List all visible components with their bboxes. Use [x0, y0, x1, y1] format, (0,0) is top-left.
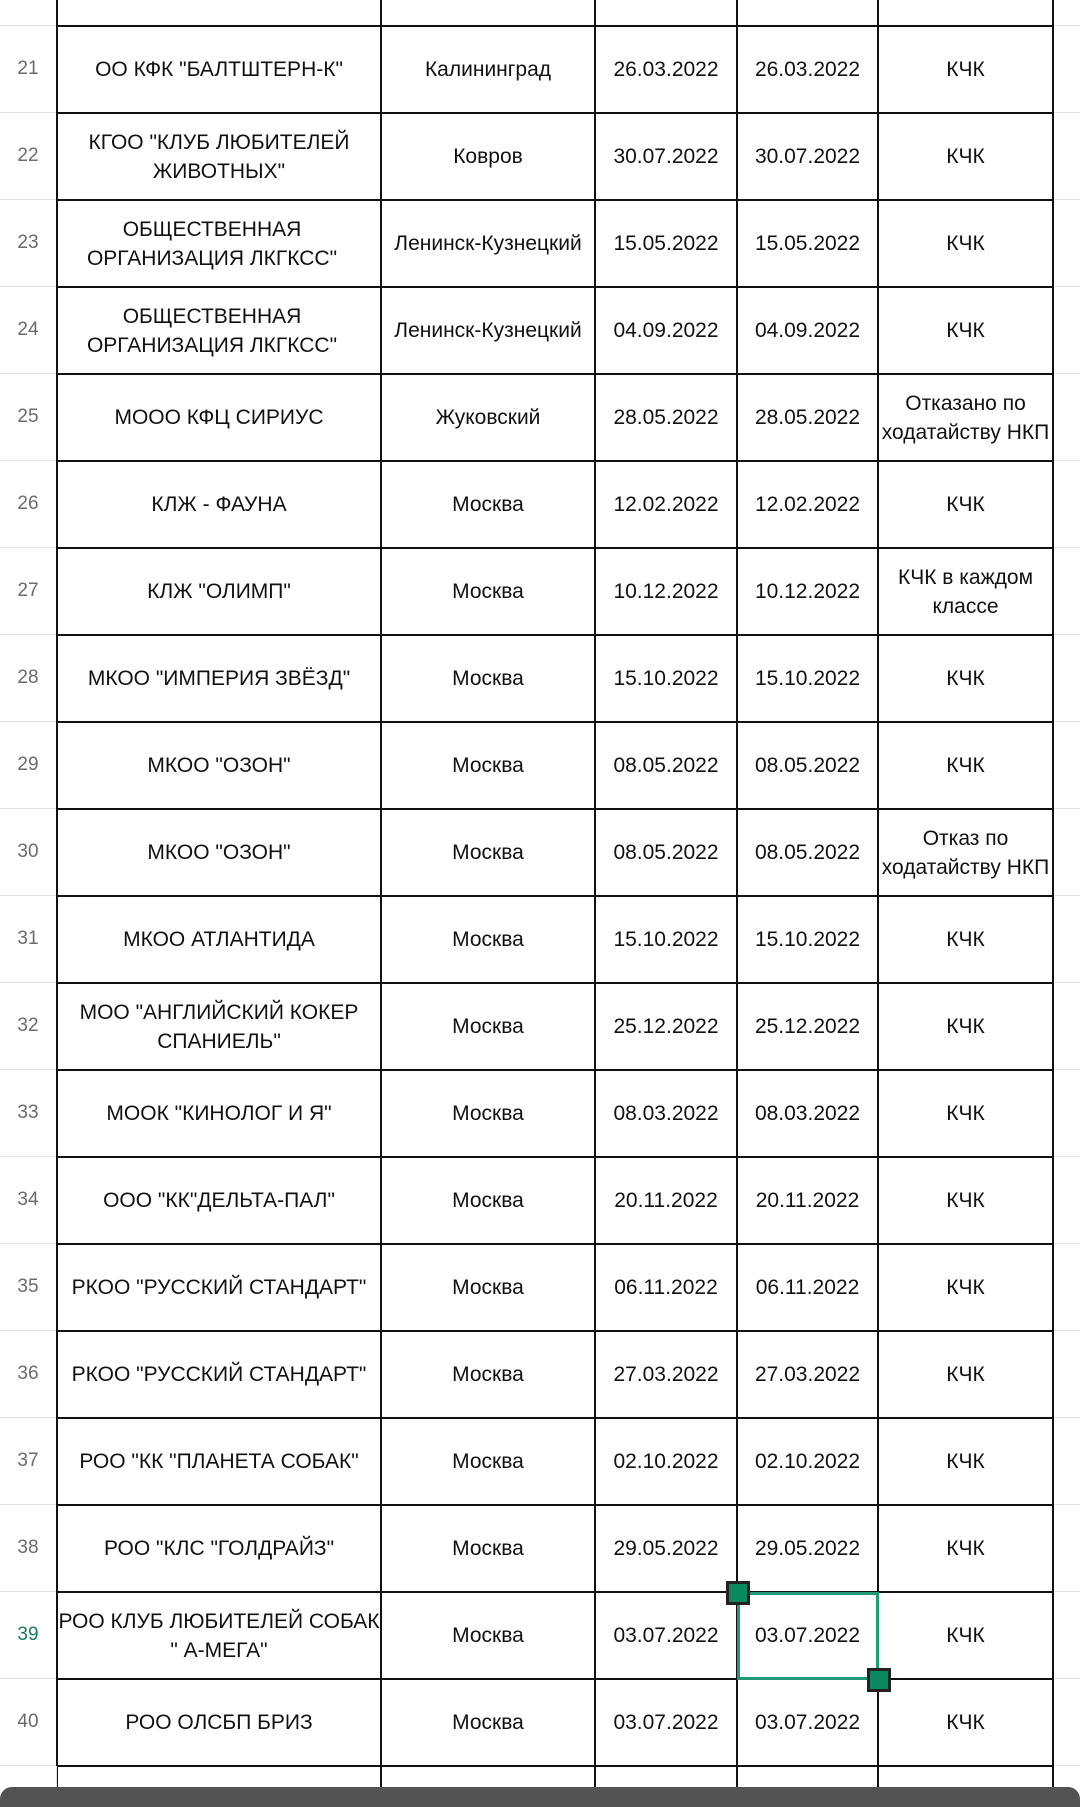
- end-date-cell-text: 15.10.2022: [754, 928, 861, 951]
- end-date-cell[interactable]: [737, 200, 878, 287]
- org-cell-text: МООК "КИНОЛОГ И Я": [106, 1102, 332, 1125]
- city-cell-text: Москва: [452, 667, 524, 690]
- row-header[interactable]: 37: [0, 1418, 57, 1505]
- org-cell[interactable]: [57, 896, 381, 983]
- org-cell[interactable]: [57, 1418, 381, 1505]
- status-cell[interactable]: [878, 1418, 1053, 1505]
- row-header[interactable]: 29: [0, 722, 57, 809]
- city-cell-text: Москва: [452, 1537, 524, 1560]
- status-cell[interactable]: [878, 809, 1053, 896]
- start-date-cell[interactable]: [595, 113, 737, 200]
- org-cell-text: РОО "КЛС "ГОЛДРАЙЗ": [103, 1537, 335, 1560]
- city-cell[interactable]: [381, 1157, 595, 1244]
- end-date-cell-text: 15.05.2022: [754, 232, 861, 255]
- org-cell-text: ОО КФК "БАЛТШТЕРН-К": [95, 58, 343, 81]
- table-border-horizontal: [57, 1678, 1054, 1680]
- city-cell-text: Москва: [452, 841, 524, 864]
- table-border-horizontal: [57, 982, 1054, 984]
- end-date-cell-text: 28.05.2022: [754, 406, 861, 429]
- city-cell-text: Москва: [452, 1102, 524, 1125]
- end-date-cell-text: 30.07.2022: [754, 145, 861, 168]
- city-cell-text: Москва: [452, 1363, 524, 1386]
- table-border-horizontal: [57, 1330, 1054, 1332]
- empty-cell[interactable]: [1053, 1418, 1080, 1505]
- start-date-cell-text: 27.03.2022: [613, 1363, 719, 1386]
- start-date-cell-text: 15.10.2022: [613, 667, 719, 690]
- end-date-cell[interactable]: [737, 374, 878, 461]
- org-cell[interactable]: [57, 200, 381, 287]
- org-cell-text: МОО "АНГЛИЙСКИЙ КОКЕР СПАНИЕЛЬ": [79, 1000, 359, 1053]
- table-border-horizontal: [57, 1156, 1054, 1158]
- city-cell[interactable]: [381, 1418, 595, 1505]
- city-cell[interactable]: [381, 1592, 595, 1679]
- empty-cell[interactable]: [1053, 896, 1080, 983]
- start-date-cell-text: 25.12.2022: [613, 1015, 719, 1038]
- city-cell-text: Москва: [452, 1624, 524, 1647]
- status-cell[interactable]: [878, 1244, 1053, 1331]
- org-cell-text: МКОО "ИМПЕРИЯ ЗВЁЗД": [87, 667, 351, 690]
- table-border-horizontal: [57, 460, 1054, 462]
- end-date-cell-text: 25.12.2022: [754, 1015, 861, 1038]
- city-cell-text: Москва: [452, 1450, 524, 1473]
- end-date-cell[interactable]: [737, 1070, 878, 1157]
- start-date-cell[interactable]: [595, 287, 737, 374]
- empty-cell[interactable]: [1053, 1244, 1080, 1331]
- start-date-cell-text: 28.05.2022: [613, 406, 719, 429]
- status-cell[interactable]: [878, 1679, 1053, 1766]
- org-cell[interactable]: [57, 1679, 381, 1766]
- end-date-cell-text: 03.07.2022: [754, 1624, 861, 1647]
- end-date-cell[interactable]: [737, 1505, 878, 1592]
- city-cell-text: Москва: [452, 754, 524, 777]
- start-date-cell-text: 10.12.2022: [613, 580, 719, 603]
- org-cell[interactable]: [57, 722, 381, 809]
- end-date-cell[interactable]: [737, 1331, 878, 1418]
- table-border-vertical: [736, 0, 738, 1790]
- start-date-cell[interactable]: [595, 1331, 737, 1418]
- start-date-cell-text: 26.03.2022: [613, 58, 719, 81]
- start-date-cell[interactable]: [595, 374, 737, 461]
- end-date-cell-text: 08.05.2022: [754, 754, 861, 777]
- city-cell[interactable]: [381, 1679, 595, 1766]
- city-cell[interactable]: [381, 635, 595, 722]
- city-cell-text: Москва: [452, 928, 524, 951]
- city-cell-text: Ленинск-Кузнецкий: [394, 232, 582, 255]
- city-cell-text: Москва: [452, 1015, 524, 1038]
- city-cell-text: Москва: [452, 1189, 524, 1212]
- start-date-cell[interactable]: [595, 809, 737, 896]
- empty-cell[interactable]: [1053, 1070, 1080, 1157]
- table-border-vertical: [56, 0, 58, 1790]
- empty-cell[interactable]: [1053, 1679, 1080, 1766]
- status-cell-text: КЧК: [946, 1189, 985, 1212]
- end-date-cell[interactable]: [737, 26, 878, 113]
- start-date-cell-text: 08.05.2022: [613, 754, 719, 777]
- end-date-cell[interactable]: [737, 1157, 878, 1244]
- empty-cell[interactable]: [1053, 548, 1080, 635]
- status-cell-text: КЧК: [946, 1711, 985, 1734]
- city-cell-text: Москва: [452, 580, 524, 603]
- table-border-horizontal: [57, 1069, 1054, 1071]
- city-cell[interactable]: [381, 26, 595, 113]
- end-date-cell-text: 20.11.2022: [755, 1189, 860, 1212]
- table-border-vertical: [380, 0, 382, 1790]
- status-cell[interactable]: [878, 26, 1053, 113]
- row-header[interactable]: 23: [0, 200, 57, 287]
- end-date-cell[interactable]: [737, 722, 878, 809]
- status-cell-text: КЧК: [946, 493, 985, 516]
- status-cell-text: Отказано по ходатайству НКП: [881, 391, 1050, 444]
- end-date-cell[interactable]: [737, 983, 878, 1070]
- org-cell[interactable]: [57, 113, 381, 200]
- table-border-horizontal: [57, 199, 1054, 201]
- status-cell-text: КЧК: [946, 1537, 985, 1560]
- row-header[interactable]: 21: [0, 26, 57, 113]
- end-date-cell-text: 15.10.2022: [754, 667, 861, 690]
- row-header[interactable]: 34: [0, 1157, 57, 1244]
- row-header[interactable]: 25: [0, 374, 57, 461]
- empty-cell[interactable]: [1053, 809, 1080, 896]
- city-cell-text: Ленинск-Кузнецкий: [394, 319, 582, 342]
- start-date-cell-text: 15.10.2022: [613, 928, 719, 951]
- city-cell-text: Ковров: [453, 145, 523, 168]
- empty-cell[interactable]: [1053, 374, 1080, 461]
- start-date-cell[interactable]: [595, 1679, 737, 1766]
- status-cell-text: КЧК: [946, 1363, 985, 1386]
- end-date-cell-text: 27.03.2022: [754, 1363, 861, 1386]
- status-cell[interactable]: [878, 200, 1053, 287]
- city-cell-text: Москва: [452, 1276, 524, 1299]
- city-cell-text: Москва: [452, 493, 524, 516]
- start-date-cell-text: 12.02.2022: [613, 493, 719, 516]
- city-cell[interactable]: [381, 722, 595, 809]
- city-cell[interactable]: [381, 113, 595, 200]
- city-cell-text: Калининград: [424, 58, 552, 81]
- start-date-cell-text: 29.05.2022: [613, 1537, 719, 1560]
- end-date-cell[interactable]: [737, 287, 878, 374]
- row-header[interactable]: 36: [0, 1331, 57, 1418]
- start-date-cell[interactable]: [595, 200, 737, 287]
- status-cell[interactable]: [878, 1331, 1053, 1418]
- city-cell[interactable]: [381, 896, 595, 983]
- empty-cell[interactable]: [1053, 983, 1080, 1070]
- org-cell[interactable]: [57, 1157, 381, 1244]
- org-cell-text: МКОО АТЛАНТИДА: [123, 928, 315, 951]
- org-cell-text: МКОО "ОЗОН": [147, 754, 291, 777]
- status-cell-text: КЧК в каждом классе: [897, 565, 1034, 618]
- table-border-horizontal: [57, 1591, 1054, 1593]
- org-cell[interactable]: [57, 635, 381, 722]
- org-cell-text: МКОО "ОЗОН": [147, 841, 291, 864]
- empty-cell[interactable]: [1053, 1592, 1080, 1679]
- empty-cell[interactable]: [1053, 635, 1080, 722]
- start-date-cell[interactable]: [595, 1244, 737, 1331]
- empty-cell[interactable]: [1053, 113, 1080, 200]
- row-header[interactable]: 33: [0, 1070, 57, 1157]
- end-date-cell-text: 26.03.2022: [754, 58, 861, 81]
- org-cell-text: РОО КЛУБ ЛЮБИТЕЛЕЙ СОБАК " А-МЕГА": [58, 1609, 380, 1662]
- city-cell[interactable]: [381, 548, 595, 635]
- status-cell[interactable]: [878, 635, 1053, 722]
- table-border-horizontal: [57, 25, 1054, 27]
- city-cell[interactable]: [381, 461, 595, 548]
- row-header[interactable]: 22: [0, 113, 57, 200]
- status-cell-text: КЧК: [946, 1102, 985, 1125]
- start-date-cell-text: 30.07.2022: [613, 145, 719, 168]
- status-cell[interactable]: [878, 722, 1053, 809]
- org-cell[interactable]: [57, 26, 381, 113]
- end-date-cell-text: 02.10.2022: [754, 1450, 861, 1473]
- selection-handle-top-left[interactable]: [726, 1581, 750, 1605]
- status-cell[interactable]: [878, 461, 1053, 548]
- end-date-cell-text: 08.03.2022: [754, 1102, 861, 1125]
- start-date-cell-text: 04.09.2022: [613, 319, 719, 342]
- row-header[interactable]: 28: [0, 635, 57, 722]
- table-border-vertical: [1052, 0, 1054, 1790]
- table-border-horizontal: [57, 286, 1054, 288]
- start-date-cell[interactable]: [595, 1592, 737, 1679]
- status-cell-text: КЧК: [946, 1624, 985, 1647]
- empty-cell[interactable]: [1053, 461, 1080, 548]
- start-date-cell[interactable]: [595, 1505, 737, 1592]
- org-cell-text: КЛЖ "ОЛИМП": [147, 580, 291, 603]
- end-date-cell[interactable]: [737, 809, 878, 896]
- table-border-horizontal: [57, 895, 1054, 897]
- city-cell[interactable]: [381, 1070, 595, 1157]
- org-cell-text: РКОО "РУССКИЙ СТАНДАРТ": [71, 1363, 367, 1386]
- org-cell-text: МООО КФЦ СИРИУС: [114, 406, 324, 429]
- city-cell[interactable]: [381, 1505, 595, 1592]
- org-cell[interactable]: [57, 1592, 381, 1679]
- org-cell[interactable]: [57, 809, 381, 896]
- empty-cell[interactable]: [1053, 722, 1080, 809]
- table-border-horizontal: [57, 1243, 1054, 1245]
- city-cell[interactable]: [381, 200, 595, 287]
- status-cell[interactable]: [878, 113, 1053, 200]
- bottom-toolbar: [0, 1787, 1080, 1807]
- empty-cell[interactable]: [1053, 1505, 1080, 1592]
- start-date-cell[interactable]: [595, 26, 737, 113]
- city-cell[interactable]: [381, 287, 595, 374]
- status-cell[interactable]: [878, 1505, 1053, 1592]
- start-date-cell[interactable]: [595, 896, 737, 983]
- status-cell-text: КЧК: [946, 58, 985, 81]
- start-date-cell[interactable]: [595, 1418, 737, 1505]
- end-date-cell[interactable]: [737, 548, 878, 635]
- row-header-partial[interactable]: [0, 0, 57, 26]
- org-cell[interactable]: [57, 1244, 381, 1331]
- end-date-cell-text: 29.05.2022: [754, 1537, 861, 1560]
- end-date-cell[interactable]: [737, 635, 878, 722]
- start-date-cell[interactable]: [595, 1157, 737, 1244]
- city-cell[interactable]: [381, 1244, 595, 1331]
- status-cell[interactable]: [878, 1070, 1053, 1157]
- start-date-cell[interactable]: [595, 722, 737, 809]
- org-cell[interactable]: [57, 287, 381, 374]
- org-cell-text: РКОО "РУССКИЙ СТАНДАРТ": [71, 1276, 367, 1299]
- status-cell-text: КЧК: [946, 1015, 985, 1038]
- status-cell-text: КЧК: [946, 1450, 985, 1473]
- org-cell[interactable]: [57, 374, 381, 461]
- row-header[interactable]: 39: [0, 1592, 57, 1679]
- end-date-cell[interactable]: [737, 1418, 878, 1505]
- status-cell[interactable]: [878, 548, 1053, 635]
- empty-cell[interactable]: [1053, 1331, 1080, 1418]
- start-date-cell[interactable]: [595, 1070, 737, 1157]
- start-date-cell-text: 15.05.2022: [613, 232, 719, 255]
- end-date-cell-text: 12.02.2022: [754, 493, 861, 516]
- table-border-vertical: [877, 0, 879, 1790]
- gridline-right-partial: [1053, 0, 1080, 26]
- row-header[interactable]: 35: [0, 1244, 57, 1331]
- status-cell-text: КЧК: [946, 1276, 985, 1299]
- status-cell-text: КЧК: [946, 667, 985, 690]
- city-cell-text: Москва: [452, 1711, 524, 1734]
- row-header[interactable]: 26: [0, 461, 57, 548]
- start-date-cell[interactable]: [595, 635, 737, 722]
- end-date-cell[interactable]: [737, 1592, 878, 1679]
- table-border-horizontal: [57, 808, 1054, 810]
- table-border-vertical: [594, 0, 596, 1790]
- start-date-cell-text: 02.10.2022: [613, 1450, 719, 1473]
- row-header[interactable]: 32: [0, 983, 57, 1070]
- city-cell[interactable]: [381, 983, 595, 1070]
- status-cell-text: КЧК: [946, 319, 985, 342]
- start-date-cell[interactable]: [595, 983, 737, 1070]
- end-date-cell[interactable]: [737, 896, 878, 983]
- status-cell[interactable]: [878, 1592, 1053, 1679]
- status-cell[interactable]: [878, 896, 1053, 983]
- end-date-cell-text: 10.12.2022: [754, 580, 861, 603]
- start-date-cell-text: 03.07.2022: [613, 1624, 719, 1647]
- status-cell-text: КЧК: [946, 145, 985, 168]
- empty-cell[interactable]: [1053, 200, 1080, 287]
- status-cell-text: Отказ по ходатайству НКП: [881, 826, 1050, 879]
- table-border-horizontal: [57, 112, 1054, 114]
- org-cell-text: ОБЩЕСТВЕННАЯ ОРГАНИЗАЦИЯ ЛКГКСС": [86, 217, 338, 270]
- status-cell[interactable]: [878, 983, 1053, 1070]
- status-cell-text: КЧК: [946, 928, 985, 951]
- start-date-cell[interactable]: [595, 548, 737, 635]
- table-border-horizontal: [57, 547, 1054, 549]
- table-border-horizontal: [57, 1765, 1054, 1767]
- end-date-cell[interactable]: [737, 1679, 878, 1766]
- row-header[interactable]: 31: [0, 896, 57, 983]
- end-date-cell-text: 08.05.2022: [754, 841, 861, 864]
- row-header[interactable]: 40: [0, 1679, 57, 1766]
- end-date-cell[interactable]: [737, 113, 878, 200]
- empty-cell[interactable]: [1053, 26, 1080, 113]
- city-cell-text: Жуковский: [435, 406, 541, 429]
- row-header[interactable]: 27: [0, 548, 57, 635]
- end-date-cell-text: 03.07.2022: [754, 1711, 861, 1734]
- end-date-cell-text: 04.09.2022: [754, 319, 861, 342]
- city-cell[interactable]: [381, 374, 595, 461]
- org-cell[interactable]: [57, 1331, 381, 1418]
- start-date-cell-text: 06.11.2022: [614, 1276, 718, 1299]
- start-date-cell[interactable]: [595, 461, 737, 548]
- status-cell[interactable]: [878, 287, 1053, 374]
- org-cell-text: РОО "КК "ПЛАНЕТА СОБАК": [79, 1450, 359, 1473]
- selection-handle-bottom-right[interactable]: [867, 1668, 891, 1692]
- org-cell-text: КГОО "КЛУБ ЛЮБИТЕЛЕЙ ЖИВОТНЫХ": [88, 130, 350, 183]
- table-border-horizontal: [57, 1417, 1054, 1419]
- org-cell[interactable]: [57, 548, 381, 635]
- row-header[interactable]: 38: [0, 1505, 57, 1592]
- table-border-horizontal: [57, 721, 1054, 723]
- start-date-cell-text: 03.07.2022: [613, 1711, 719, 1734]
- row-header[interactable]: 30: [0, 809, 57, 896]
- start-date-cell-text: 08.05.2022: [613, 841, 719, 864]
- org-cell[interactable]: [57, 461, 381, 548]
- start-date-cell-text: 20.11.2022: [614, 1189, 718, 1212]
- org-cell-text: ОБЩЕСТВЕННАЯ ОРГАНИЗАЦИЯ ЛКГКСС": [86, 304, 338, 357]
- empty-cell[interactable]: [1053, 287, 1080, 374]
- status-cell-text: КЧК: [946, 754, 985, 777]
- status-cell[interactable]: [878, 374, 1053, 461]
- org-cell-text: КЛЖ - ФАУНА: [151, 493, 287, 516]
- org-cell[interactable]: [57, 1505, 381, 1592]
- empty-cell[interactable]: [1053, 1157, 1080, 1244]
- city-cell[interactable]: [381, 809, 595, 896]
- table-border-horizontal: [57, 1504, 1054, 1506]
- start-date-cell-text: 08.03.2022: [613, 1102, 719, 1125]
- city-cell[interactable]: [381, 1331, 595, 1418]
- row-header[interactable]: 24: [0, 287, 57, 374]
- org-cell[interactable]: [57, 983, 381, 1070]
- org-cell-text: ООО "КК"ДЕЛЬТА-ПАЛ": [103, 1189, 335, 1212]
- end-date-cell-text: 06.11.2022: [755, 1276, 860, 1299]
- table-border-horizontal: [57, 634, 1054, 636]
- end-date-cell[interactable]: [737, 1244, 878, 1331]
- status-cell[interactable]: [878, 1157, 1053, 1244]
- table-border-horizontal: [57, 373, 1054, 375]
- status-cell-text: КЧК: [946, 232, 985, 255]
- org-cell-text: РОО ОЛСБП БРИЗ: [125, 1711, 313, 1734]
- org-cell[interactable]: [57, 1070, 381, 1157]
- end-date-cell[interactable]: [737, 461, 878, 548]
